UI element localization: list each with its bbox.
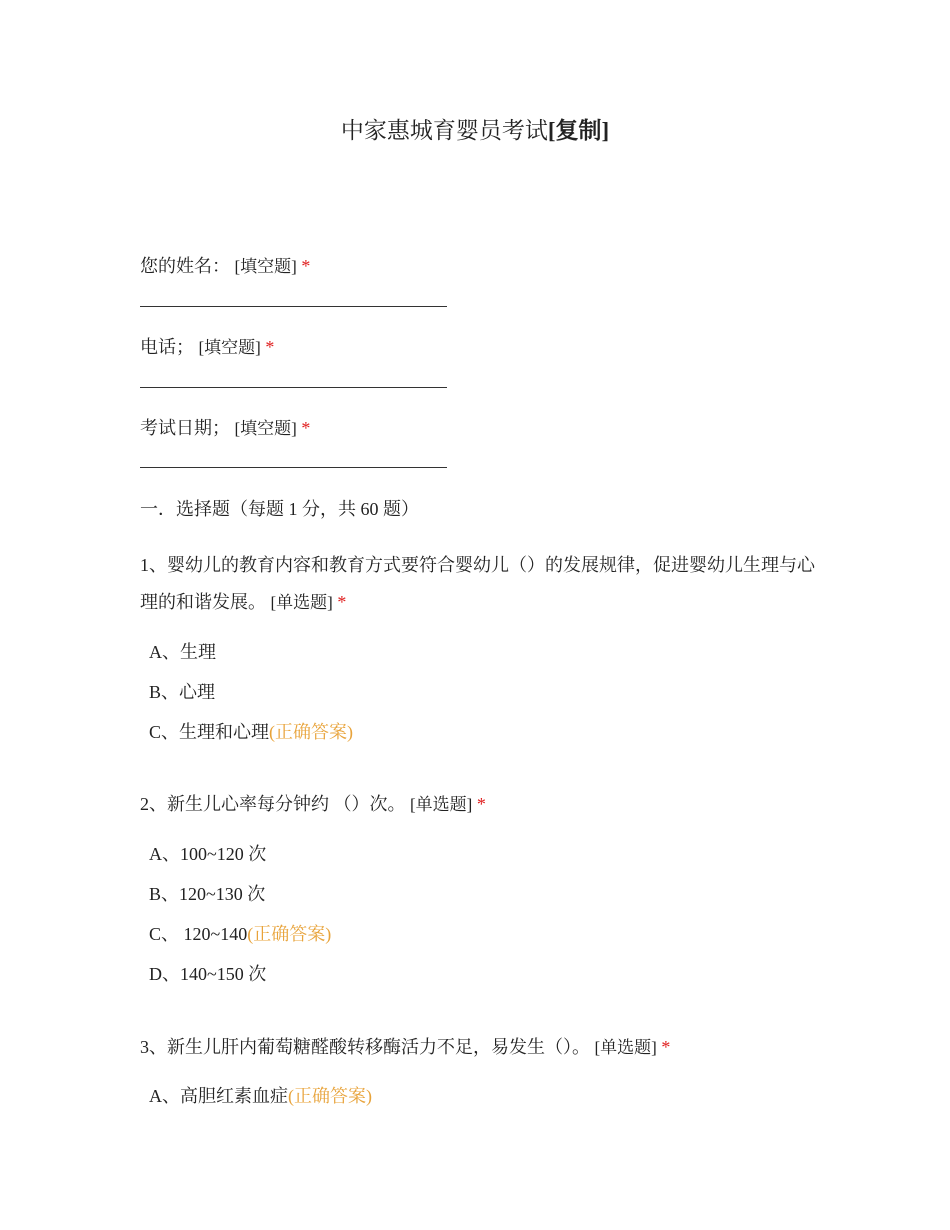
q1-option-b[interactable] [149, 678, 215, 704]
correct-answer-mark: (正确答案) [247, 924, 332, 944]
option-text: B、120~130 次 [149, 884, 266, 904]
q2-option-b[interactable] [149, 880, 265, 906]
question-2 [140, 786, 820, 823]
required-marker: * [301, 256, 311, 276]
title-suffix: [复制] [547, 118, 610, 143]
required-marker: * [265, 337, 275, 357]
q3-option-a[interactable] [149, 1082, 372, 1108]
question-text: 2、新生儿心率每分钟约 （）次。 [140, 794, 406, 814]
correct-answer-mark: (正确答案) [288, 1086, 372, 1106]
field-label: 考试日期； [140, 418, 230, 438]
question-type-tag: [单选题] [594, 1038, 657, 1057]
required-marker: * [476, 794, 486, 814]
q1-option-c[interactable] [149, 718, 353, 744]
q2-option-c[interactable] [149, 920, 331, 946]
field-date-label [140, 414, 310, 440]
page-title [0, 112, 950, 145]
title-main: 中家惠城育婴员考试 [340, 118, 548, 143]
q2-option-d[interactable] [149, 960, 266, 986]
question-text: 1、婴幼儿的教育内容和教育方式要符合婴幼儿（）的发展规律，促进婴幼儿生理与心理的和谐发展。 [140, 555, 815, 612]
q1-option-a[interactable] [149, 638, 216, 664]
required-marker: * [301, 418, 311, 438]
question-type-tag: [单选题] [410, 795, 473, 814]
required-marker: * [337, 592, 347, 612]
option-text: A、高胆红素血症 [149, 1086, 288, 1106]
option-text: C、 120~140 [149, 924, 248, 944]
field-label: 您的姓名： [140, 256, 230, 276]
question-3 [140, 1029, 820, 1066]
field-type-tag: [填空题] [234, 419, 297, 438]
name-input-line[interactable] [140, 306, 447, 307]
question-type-tag: [单选题] [270, 593, 333, 612]
question-text: 3、新生儿肝内葡萄糖醛酸转移酶活力不足，易发生（）。 [140, 1037, 590, 1057]
field-type-tag: [填空题] [234, 257, 297, 276]
section-heading: 一．选择题（每题 1 分，共 60 题） [140, 499, 419, 519]
q2-option-a[interactable] [149, 840, 266, 866]
date-input-line[interactable] [140, 467, 447, 468]
question-1 [140, 547, 820, 621]
required-marker: * [661, 1037, 671, 1057]
option-text: C、生理和心理 [149, 722, 270, 742]
option-text: A、100~120 次 [149, 844, 267, 864]
option-text: A、生理 [149, 642, 216, 662]
option-text: D、140~150 次 [149, 964, 267, 984]
field-phone-label [140, 333, 274, 359]
phone-input-line[interactable] [140, 387, 447, 388]
field-label: 电话； [140, 337, 194, 357]
field-name-label [140, 252, 310, 278]
field-type-tag: [填空题] [198, 338, 261, 357]
correct-answer-mark: (正确答案) [269, 722, 354, 742]
option-text: B、心理 [149, 682, 216, 702]
